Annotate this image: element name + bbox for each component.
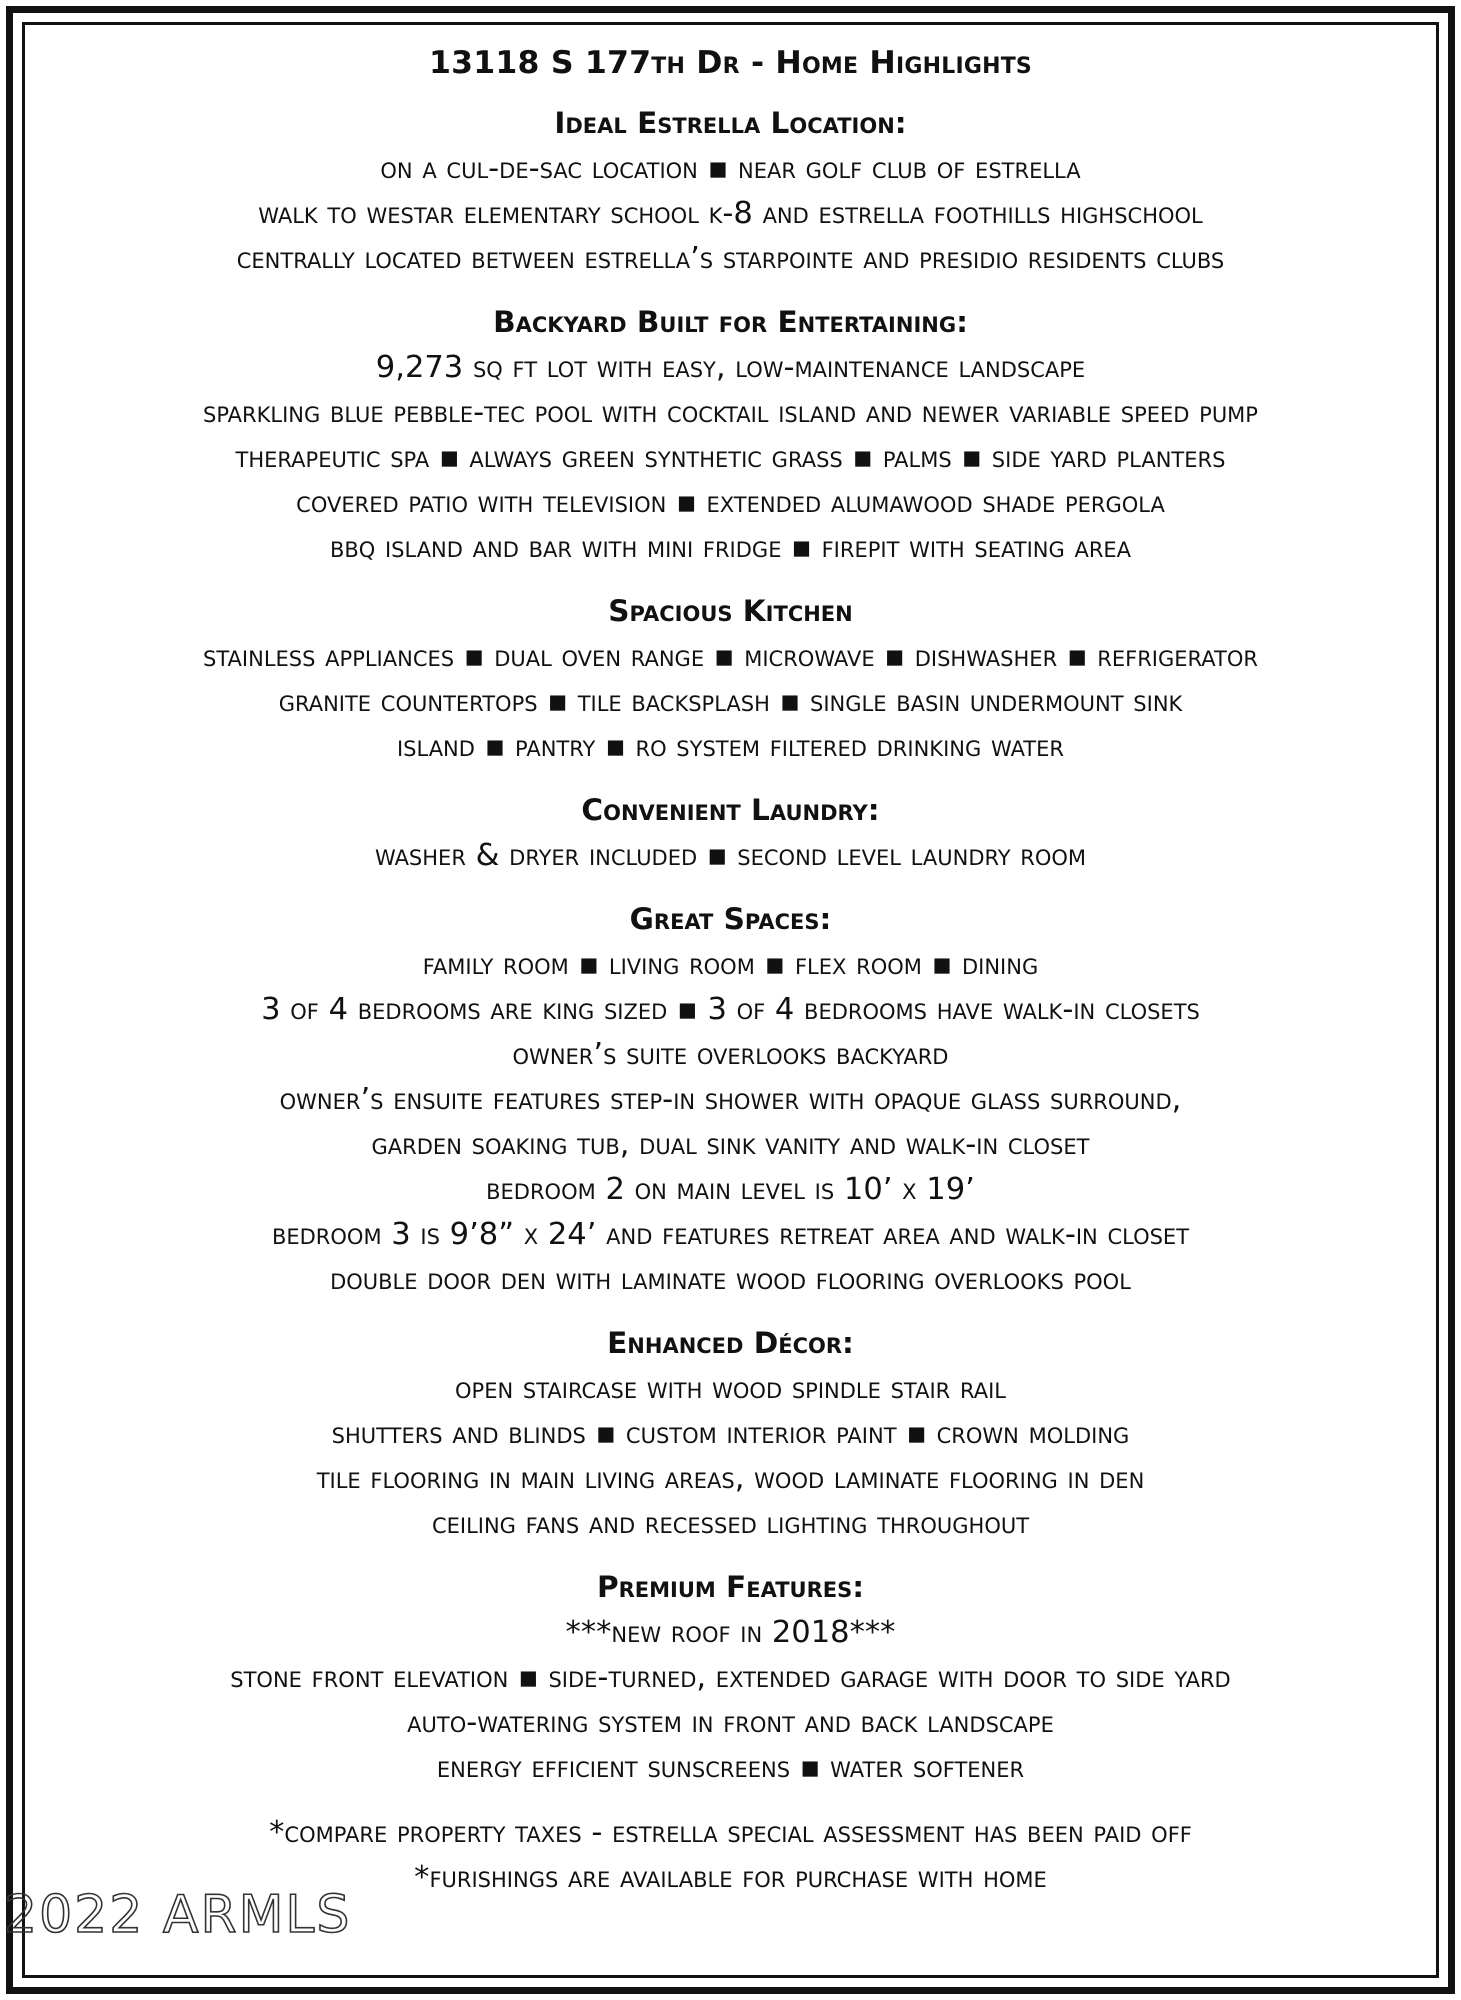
highlight-line: 9,273 sq ft lot with easy, low-maintenance landscape <box>375 350 1086 385</box>
highlight-line: auto-watering system in front and back landscape <box>407 1705 1054 1740</box>
document-content <box>40 38 1421 1900</box>
section-heading: Ideal Estrella Location: <box>554 106 907 140</box>
section-heading: Great Spaces: <box>629 902 832 936</box>
section <box>40 1564 1421 1790</box>
highlight-line: sparkling blue pebble-tec pool with cocktail island and newer variable speed pump <box>203 395 1258 430</box>
highlight-line: tile flooring in main living areas, wood laminate flooring in den <box>316 1461 1145 1496</box>
section <box>40 299 1421 570</box>
highlight-line: stone front elevation ▪ side-turned, extended garage with door to side yard <box>230 1660 1231 1695</box>
section <box>40 896 1421 1302</box>
highlight-line: shutters and blinds ▪ custom interior paint ▪ crown molding <box>331 1416 1130 1451</box>
highlight-line: owner’s ensuite features step-in shower with opaque glass surround, <box>279 1082 1182 1117</box>
highlight-line: stainless appliances ▪ dual oven range ▪ microwave ▪ dishwasher ▪ refrigerator <box>203 639 1258 674</box>
highlight-line: island ▪ pantry ▪ ro system filtered drinking water <box>396 729 1064 764</box>
highlight-line: garden soaking tub, dual sink vanity and walk-in closet <box>371 1127 1090 1162</box>
armls-watermark: 2022 ARMLS <box>4 1885 352 1945</box>
document-title: 13118 S 177th Dr - Home Highlights <box>429 45 1032 81</box>
footnote-taxes: *compare property taxes - estrella special assessment has been paid off <box>269 1815 1192 1850</box>
section <box>40 588 1421 769</box>
highlight-line: double door den with laminate wood flooring overlooks pool <box>330 1262 1131 1297</box>
footnote-furnishings: *furishings are available for purchase with home <box>414 1860 1047 1895</box>
highlight-line: therapeutic spa ▪ always green synthetic grass ▪ palms ▪ side yard planters <box>235 440 1226 475</box>
highlight-line: open staircase with wood spindle stair rail <box>455 1371 1006 1406</box>
highlight-line: family room ▪ living room ▪ flex room ▪ dining <box>422 947 1039 982</box>
section <box>40 787 1421 878</box>
section-heading: Enhanced Décor: <box>607 1326 854 1360</box>
highlight-line: owner’s suite overlooks backyard <box>512 1037 949 1072</box>
highlight-line: ***new roof in 2018*** <box>565 1615 896 1650</box>
section-heading: Spacious Kitchen <box>608 594 853 628</box>
sections-container <box>40 100 1421 1790</box>
section-heading: Premium Features: <box>596 1570 865 1604</box>
highlight-line: 3 of 4 bedrooms are king sized ▪ 3 of 4 bedrooms have walk-in closets <box>261 992 1200 1027</box>
highlight-line: bedroom 3 is 9’8” x 24’ and features retreat area and walk-in closet <box>271 1217 1190 1252</box>
highlight-line: bbq island and bar with mini fridge ▪ firepit with seating area <box>329 530 1132 565</box>
section <box>40 100 1421 281</box>
highlight-line: bedroom 2 on main level is 10’ x 19’ <box>486 1172 975 1207</box>
section-heading: Backyard Built for Entertaining: <box>493 305 968 339</box>
highlight-line: ceiling fans and recessed lighting throughout <box>431 1506 1030 1541</box>
highlight-line: granite countertops ▪ tile backsplash ▪ single basin undermount sink <box>278 684 1183 719</box>
highlight-line: washer & dryer included ▪ second level laundry room <box>374 838 1087 873</box>
highlight-line: on a cul-de-sac location ▪ near golf club of estrella <box>380 151 1081 186</box>
highlight-line: walk to westar elementary school k-8 and estrella foothills highschool <box>258 196 1203 231</box>
highlight-line: energy efficient sunscreens ▪ water softener <box>436 1750 1025 1785</box>
highlight-line: centrally located between estrella’s starpointe and presidio residents clubs <box>236 241 1225 276</box>
highlight-line: covered patio with television ▪ extended alumawood shade pergola <box>296 485 1165 520</box>
section-heading: Convenient Laundry: <box>581 793 880 827</box>
section <box>40 1320 1421 1546</box>
